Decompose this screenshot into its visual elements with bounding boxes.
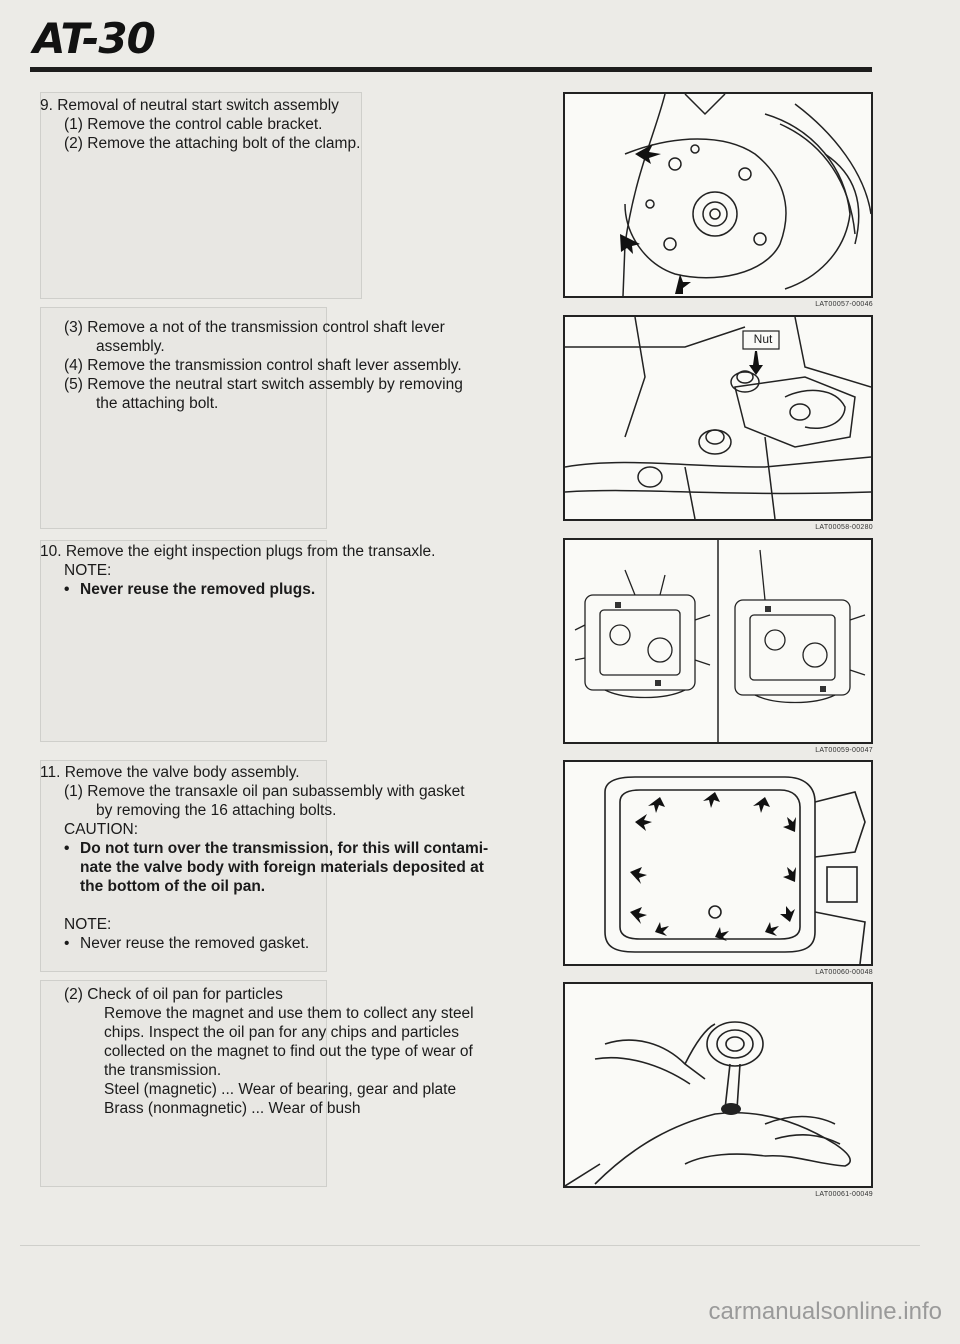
figure-4-drawing [565,762,871,964]
figure-2-drawing [565,317,871,519]
section-9-step-5-cont: the attaching bolt. [96,395,219,412]
section-9-step-1: (1) Remove the control cable bracket. [64,116,323,133]
section-11-step-2-line-3: collected on the magnet to find out the type of wear of [104,1043,473,1060]
section-10 [40,542,435,599]
section-9-title: 9. Removal of neutral start switch assembly [40,97,339,114]
section-11-step-2-line-6: Brass (nonmagnetic) ... Wear of bush [104,1100,361,1117]
section-11-step-2-line-4: the transmission. [104,1062,222,1079]
figure-2-shaft-lever [563,315,873,521]
section-10-note-1: Never reuse the removed plugs. [80,581,316,598]
section-11-caution-1-cont: nate the valve body with foreign materials deposited at [80,859,484,876]
section-11-caution-1: Do not turn over the transmission, for this will contami- [80,840,489,857]
bullet-icon: • [64,935,70,952]
section-11-note-label: NOTE: [64,916,112,933]
section-9-step-2: (2) Remove the attaching bolt of the clamp. [64,135,361,152]
section-11-step-2-line-2: chips. Inspect the oil pan for any chips and particles [104,1024,459,1041]
figure-1-caption: LAT00057-00046 [815,301,873,308]
section-11-step-2-line-5: Steel (magnetic) ... Wear of bearing, gear and plate [104,1081,457,1098]
figure-5-caption: LAT00061-00049 [815,1191,873,1198]
section-10-title: 10. Remove the eight inspection plugs from the transaxle. [40,543,436,560]
bleed-through-line [20,1245,920,1246]
figure-3-drawing [565,540,871,742]
bullet-icon: • [64,840,70,857]
section-9-step-4: (4) Remove the transmission control shaft lever assembly. [64,357,462,374]
section-11-step-2: (2) Check of oil pan for particles [64,986,283,1003]
section-11-step-1: (1) Remove the transaxle oil pan subassembly with gasket [64,783,465,800]
bolt-arrows [630,792,796,941]
figure-4-oil-pan [563,760,873,966]
section-11-step-2-block [40,985,474,1118]
figure-2-caption: LAT00058-00280 [815,524,873,531]
figure-5-magnet-in-hand [563,982,873,1188]
section-11-step-2-line-1: Remove the magnet and use them to collect any steel [104,1005,474,1022]
page-id: AT-30 [33,14,155,63]
bullet-icon: • [64,581,70,598]
section-11-note-1: Never reuse the removed gasket. [80,935,310,952]
header-rule [30,67,872,72]
section-9-step-5: (5) Remove the neutral start switch assembly by removing [64,376,463,393]
section-9-continued [40,318,463,413]
section-11 [40,763,488,953]
section-9-step-3-cont: assembly. [96,338,165,355]
section-11-caution-1-cont2: the bottom of the oil pan. [80,878,266,895]
section-11-title: 11. Remove the valve body assembly. [40,764,300,781]
figure-2-nut-label: Nut [753,332,773,346]
section-9-step-3: (3) Remove a not of the transmission control shaft lever [64,319,445,336]
section-9 [40,96,360,153]
figure-1-drawing [565,94,871,296]
figure-5-drawing [565,984,871,1186]
section-11-step-1-cont: by removing the 16 attaching bolts. [96,802,337,819]
figure-3-caption: LAT00059-00047 [815,747,873,754]
figure-3-transaxle-views [563,538,873,744]
watermark[interactable]: carmanualsonline.info [708,1298,942,1325]
figure-4-caption: LAT00060-00048 [815,969,873,976]
figure-1-transmission-case [563,92,873,298]
section-10-note-label: NOTE: [64,562,112,579]
section-11-caution-label: CAUTION: [64,821,139,838]
